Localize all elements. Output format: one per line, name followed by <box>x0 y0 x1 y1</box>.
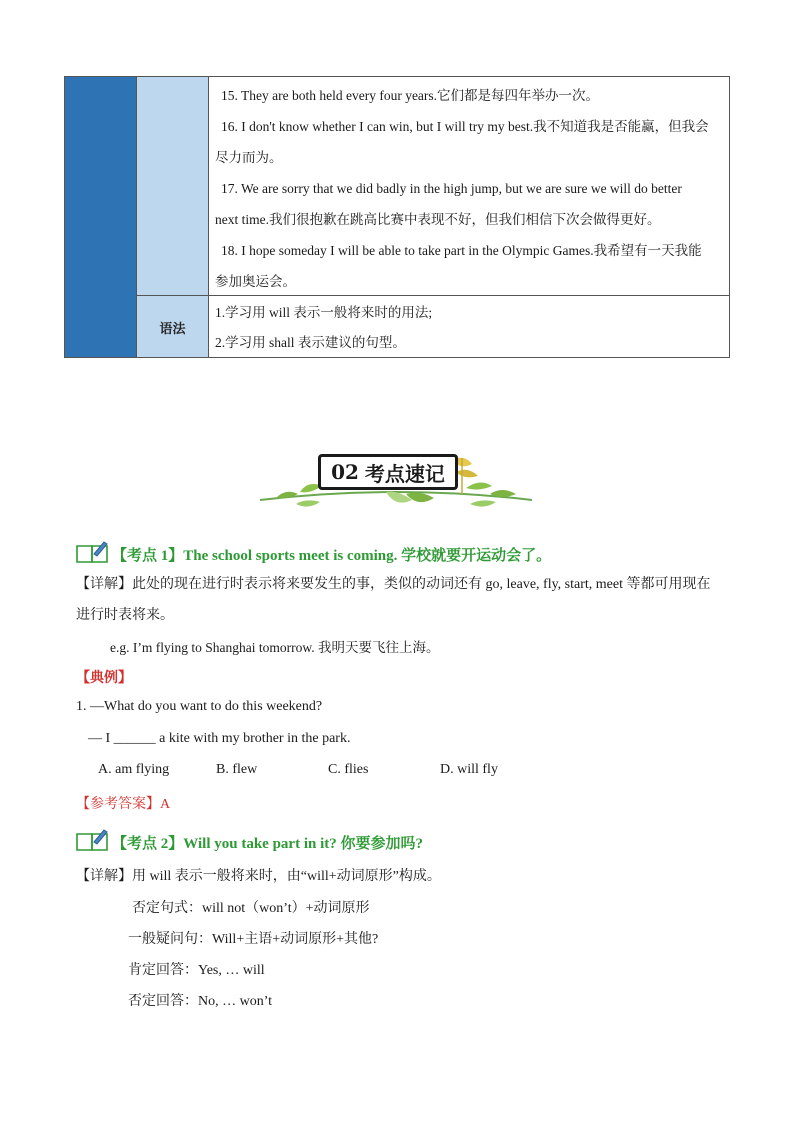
sentence-line: next time.我们很抱歉在跳高比赛中表现不好，但我们相信下次会做得更好。 <box>215 212 661 227</box>
grammar-line: 2.学习用 shall 表示建议的句型。 <box>215 335 406 350</box>
summary-table <box>64 76 730 358</box>
section-number: 02 <box>331 460 359 484</box>
kp1-detail-line: 【详解】此处的现在进行时表示将来要发生的事，类似的动词还有 go, leave, fly, start, meet 等都可用现在 <box>76 577 711 592</box>
table-column-category <box>65 77 137 357</box>
section-title: 考点速记 <box>364 461 445 486</box>
kp2-heading-row <box>76 828 423 853</box>
kp1-heading: 【考点 1】The school sports meet is coming. 学校就要开运动会了。 <box>112 548 552 564</box>
option-c: C. flies <box>328 762 369 777</box>
grammar-cell <box>209 295 729 358</box>
option-a: A. am flying <box>98 762 170 777</box>
kp1-heading-row <box>76 540 551 565</box>
kp1-detail-line: 进行时表将来。 <box>76 608 174 623</box>
section-title-box <box>318 454 458 490</box>
sentence-line: 16. I don't know whether I can win, but I will try my best.我不知道我是否能赢，但我会 <box>221 119 709 134</box>
kp2-heading: 【考点 2】Will you take part in it? 你要参加吗? <box>112 836 423 852</box>
question-form: 一般疑问句：Will+主语+动词原形+其他? <box>128 932 379 947</box>
answer-line: 【参考答案】A <box>76 797 171 812</box>
kp2-detail-line: 【详解】用 will 表示一般将来时，由“will+动词原形”构成。 <box>76 869 441 884</box>
grammar-label: 语法 <box>137 295 208 358</box>
sentence-line: 17. We are sorry that we did badly in the high jump, but we are sure we will do better <box>221 181 682 196</box>
option-b: B. flew <box>216 762 258 777</box>
negative-form: 否定句式：will not（won’t）+动词原形 <box>132 901 370 916</box>
question-line: 1. —What do you want to do this weekend? <box>76 699 323 714</box>
kp1-example-sentence: e.g. I’m flying to Shanghai tomorrow. 我明天要飞往上海。 <box>110 640 440 655</box>
sentence-line: 15. They are both held every four years.它们都是每四年举办一次。 <box>221 88 600 103</box>
key-sentences-cell <box>209 77 729 295</box>
grammar-line: 1.学习用 will 表示一般将来时的用法; <box>215 305 433 320</box>
sentence-line: 尽力而为。 <box>215 150 283 165</box>
sentence-line: 参加奥运会。 <box>215 274 296 289</box>
example-label: 【典例】 <box>76 671 132 686</box>
book-pencil-icon <box>76 540 110 564</box>
positive-answer: 肯定回答：Yes, … will <box>128 963 265 978</box>
question-line: — I ______ a kite with my brother in the park. <box>88 731 351 746</box>
book-pencil-icon <box>76 828 110 852</box>
option-d: D. will fly <box>440 762 498 777</box>
negative-answer: 否定回答：No, … won’t <box>128 994 273 1009</box>
section-banner <box>256 448 536 518</box>
sentence-line: 18. I hope someday I will be able to take part in the Olympic Games.我希望有一天我能 <box>221 243 702 258</box>
